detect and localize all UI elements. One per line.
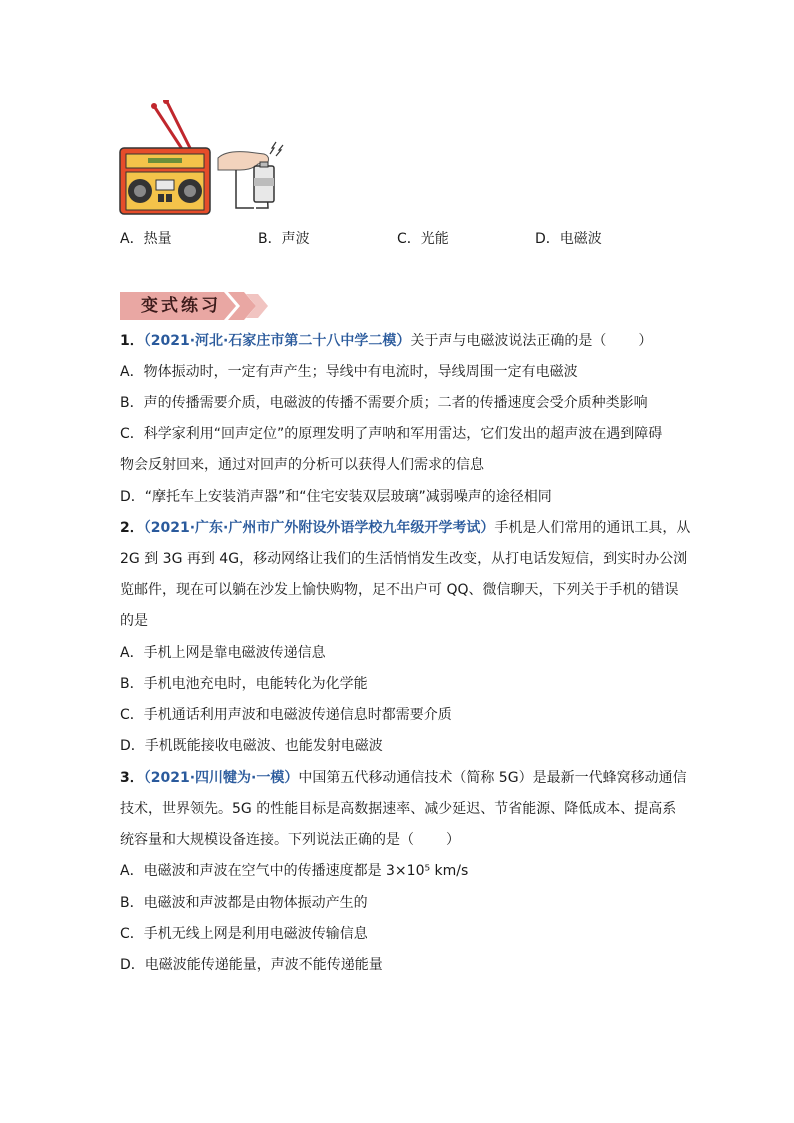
q3-number: 3． xyxy=(120,770,144,786)
section-banner xyxy=(120,290,270,322)
radio-and-battery-illustration xyxy=(118,100,298,218)
q3-option-c: C．手机无线上网是利用电磁波传输信息 xyxy=(120,926,368,942)
q2-stem-3: 览邮件，现在可以躺在沙发上愉快购物，足不出户可 QQ、微信聊天，下列关于手机的错误 xyxy=(120,582,679,598)
q2-source: （2021·广东·广州市广外附设外语学校九年级开学考试） xyxy=(143,520,495,536)
q1-option-d: D．“摩托车上安装消声器”和“住宅安装双层玻璃”减弱噪声的途径相同 xyxy=(120,489,552,505)
q1-text: 关于声与电磁波说法正确的是（ xyxy=(410,333,607,349)
illustration-options xyxy=(120,228,680,248)
option-d: D．电磁波 xyxy=(535,231,602,247)
spark-icon xyxy=(270,142,276,154)
q1-option-a: A．物体振动时，一定有声产生；导线中有电流时，导线周围一定有电磁波 xyxy=(120,364,578,380)
option-a: A．热量 xyxy=(120,231,172,247)
option-c: C．光能 xyxy=(397,231,449,247)
q2-stem xyxy=(120,518,691,538)
option-b: B．声波 xyxy=(258,231,310,247)
q3-text: 中国第五代移动通信技术（简称 5G）是最新一代蜂窝移动通信 xyxy=(298,770,687,786)
q2-option-c: C．手机通话利用声波和电磁波传递信息时都需要介质 xyxy=(120,707,452,723)
q2-stem-2: 2G 到 3G 再到 4G，移动网络让我们的生活悄悄发生改变，从打电话发短信，到实时办公浏 xyxy=(120,551,688,567)
q1-stem: 1．（2021·河北·石家庄市第二十八中学二模）关于声与电磁波说法正确的是（ ） xyxy=(120,333,653,349)
q2-option-d: D．手机既能接收电磁波、也能发射电磁波 xyxy=(120,738,383,754)
section-title: 变式练习 xyxy=(141,296,221,316)
q3-option-a: A．电磁波和声波在空气中的传播速度都是 3×10⁵ km/s xyxy=(120,863,469,879)
q3-stem-3: 统容量和大规模设备连接。下列说法正确的是（ ） xyxy=(120,832,460,848)
q2-option-a: A．手机上网是靠电磁波传递信息 xyxy=(120,645,326,661)
q1-number: 1． xyxy=(120,333,144,349)
q3-option-d: D．电磁波能传递能量，声波不能传递能量 xyxy=(120,957,383,973)
q2-text: 手机是人们常用的通讯工具，从 xyxy=(494,520,691,536)
q1-option-c: C．科学家利用“回声定位”的原理发明了声呐和军用雷达，它们发出的超声波在遇到障碍 xyxy=(120,426,663,442)
q2-stem-4: 的是 xyxy=(120,613,148,629)
q1-source: （2021·河北·石家庄市第二十八中学二模） xyxy=(143,333,411,349)
q3-source: （2021·四川犍为·一模） xyxy=(143,770,299,786)
q1-option-b: B．声的传播需要介质，电磁波的传播不需要介质；二者的传播速度会受介质种类影响 xyxy=(120,395,648,411)
q1-option-c-cont: 物会反射回来，通过对回声的分析可以获得人们需求的信息 xyxy=(120,457,484,473)
q2-number: 2． xyxy=(120,520,144,536)
q3-option-b: B．电磁波和声波都是由物体振动产生的 xyxy=(120,895,368,911)
q3-stem-2: 技术，世界领先。5G 的性能目标是高数据速率、减少延迟、节省能源、降低成本、提高系 xyxy=(120,801,677,817)
q2-option-b: B．手机电池充电时，电能转化为化学能 xyxy=(120,676,368,692)
q3-stem xyxy=(120,768,687,788)
